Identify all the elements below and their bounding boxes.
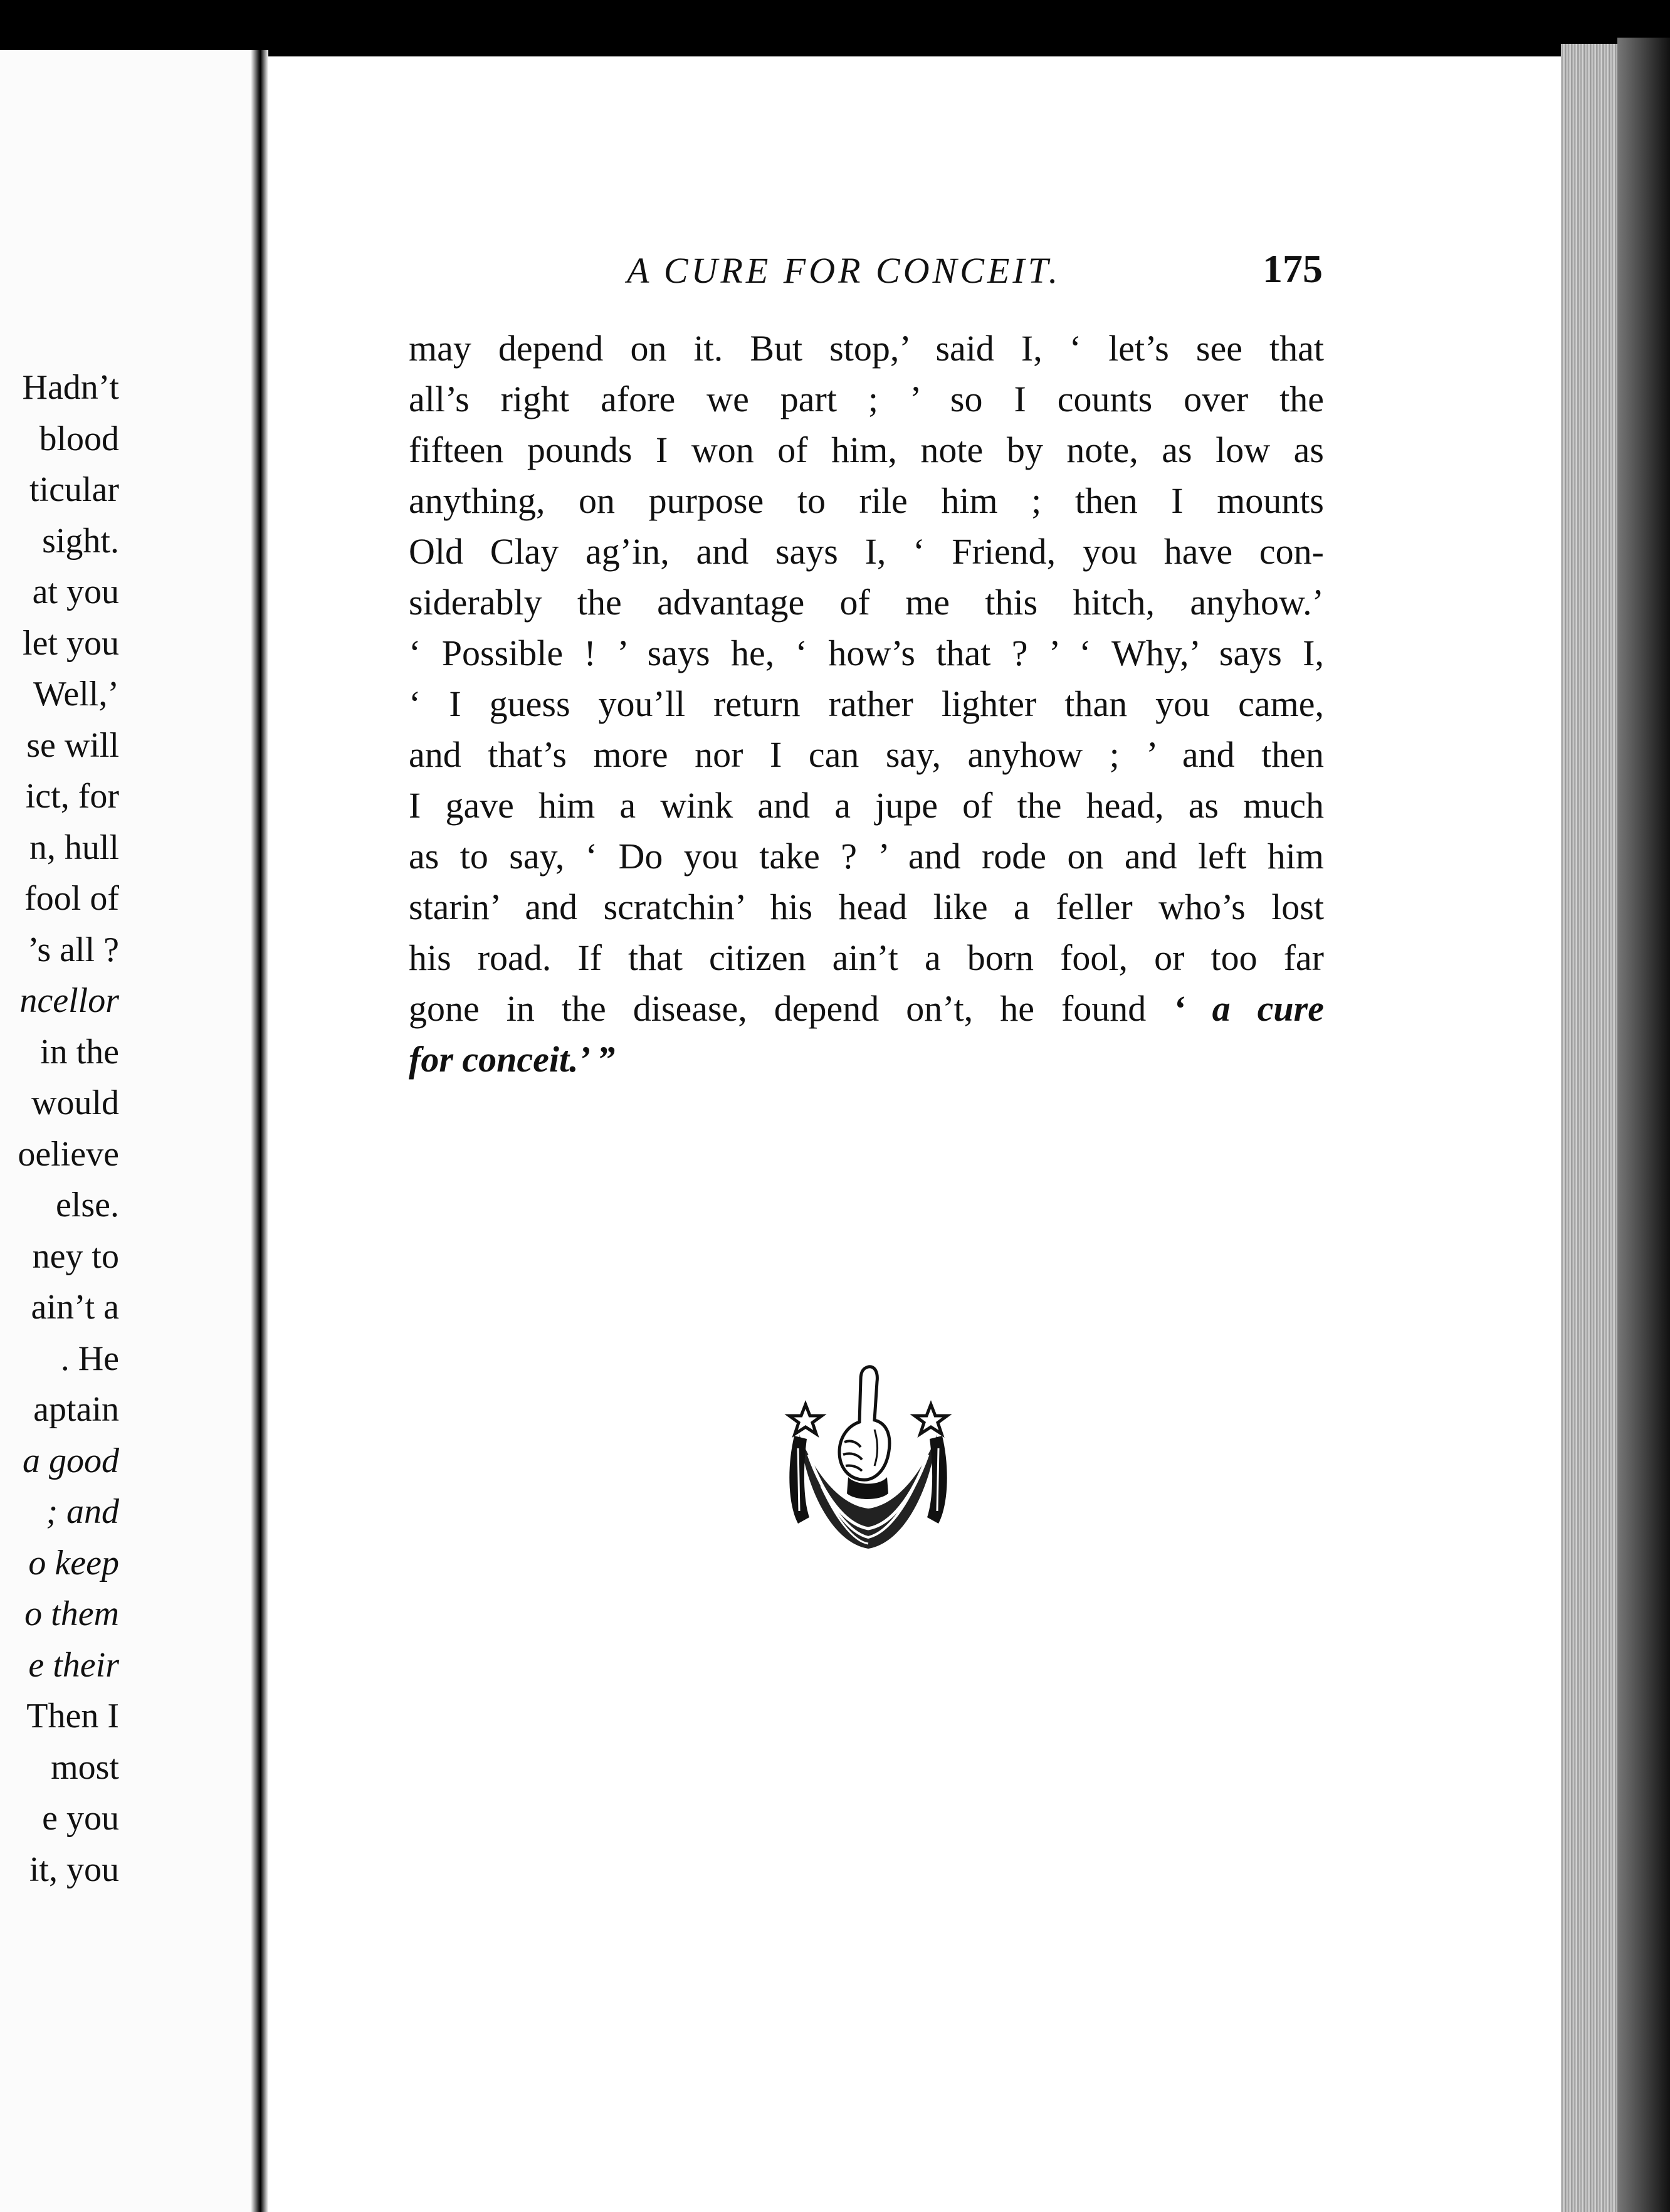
left-page-line: would <box>31 1083 119 1122</box>
left-page-line: ticular <box>29 470 119 509</box>
body-line-14-emphasis: ‘ a cure <box>1173 988 1324 1029</box>
body-line-13: his road. If that citizen ain’t a born fool, or too far <box>409 937 1324 978</box>
left-page-line: sight. <box>42 521 119 561</box>
left-page-line: e you <box>42 1799 119 1838</box>
body-line-8: ‘ I guess you’ll return rather lighter than you came, <box>409 683 1324 724</box>
left-page-line: . He <box>60 1339 119 1378</box>
left-page-line: oelieve <box>18 1134 119 1174</box>
gutter <box>251 50 268 2212</box>
left-page-line: ; and <box>46 1492 119 1531</box>
body-line-14-text: gone in the disease, depend on’t, he found <box>409 988 1174 1029</box>
left-page-line: it, you <box>29 1850 119 1889</box>
left-page-line: Well,’ <box>33 675 119 714</box>
pointing-hand-with-stars-and-drapery-icon <box>780 1361 956 1574</box>
left-page-line: o them <box>24 1594 119 1633</box>
left-page-line: ney to <box>32 1236 119 1276</box>
left-page-line: blood <box>39 419 119 458</box>
body-line-14 <box>409 983 1324 1034</box>
body-line-1: may depend on it. But stop,’ said I, ‘ let’s see that <box>409 328 1324 369</box>
left-page-line: Then I <box>26 1697 119 1735</box>
left-page-line: se will <box>26 725 119 765</box>
left-page-line: Hadn’t <box>22 368 119 407</box>
body-line-5: Old Clay ag’in, and says I, ‘ Friend, you have con- <box>409 531 1324 572</box>
left-page-line: let you <box>23 623 119 663</box>
left-page-line: ain’t a <box>31 1288 119 1327</box>
left-page-line: aptain <box>33 1390 119 1429</box>
page-number: 175 <box>1263 246 1323 291</box>
left-page-line: ict, for <box>25 777 119 816</box>
left-page-line: ncellor <box>19 981 119 1020</box>
left-page <box>0 50 263 2212</box>
left-page-line: fool of <box>24 879 119 918</box>
body-line-11: as to say, ‘ Do you take ? ’ and rode on and left him <box>409 836 1324 877</box>
left-page-line: else. <box>55 1186 119 1224</box>
page-edges <box>1561 44 1617 2212</box>
left-page-line: n, hull <box>29 828 119 867</box>
left-page-line: o keep <box>28 1543 119 1583</box>
body-line-12: starin’ and scratchin’ his head like a feller who’s lost <box>409 887 1324 927</box>
body-line-3: fifteen pounds I won of him, note by note, as low as <box>409 429 1324 470</box>
running-head <box>401 246 1323 300</box>
left-page-line: a good <box>23 1441 119 1480</box>
body-line-2: all’s right afore we part ; ’ so I counts over the <box>409 379 1324 419</box>
body-line-9: and that’s more nor I can say, anyhow ; ’ and then <box>409 734 1324 775</box>
body-text <box>409 323 1324 1085</box>
body-line-6: siderably the advantage of me this hitch, anyhow.’ <box>409 582 1324 623</box>
body-line-10: I gave him a wink and a jupe of the head, as much <box>409 785 1324 826</box>
left-page-line: most <box>51 1747 119 1787</box>
running-title: A CURE FOR CONCEIT. <box>627 250 1061 291</box>
left-page-line: e their <box>28 1645 119 1685</box>
left-page-line: at you <box>32 572 119 611</box>
left-page-line: in the <box>40 1032 119 1072</box>
body-line-4: anything, on purpose to rile him ; then I mounts <box>409 480 1324 521</box>
book-edge-shadow <box>1617 38 1670 2212</box>
left-page-line: ’s all ? <box>27 930 119 969</box>
body-line-15-emphasis: for conceit.’ ” <box>409 1039 616 1080</box>
body-line-7: ‘ Possible ! ’ says he, ‘ how’s that ? ’ ‘ Why,’ says I, <box>409 633 1324 673</box>
body-line-15 <box>409 1034 1324 1085</box>
